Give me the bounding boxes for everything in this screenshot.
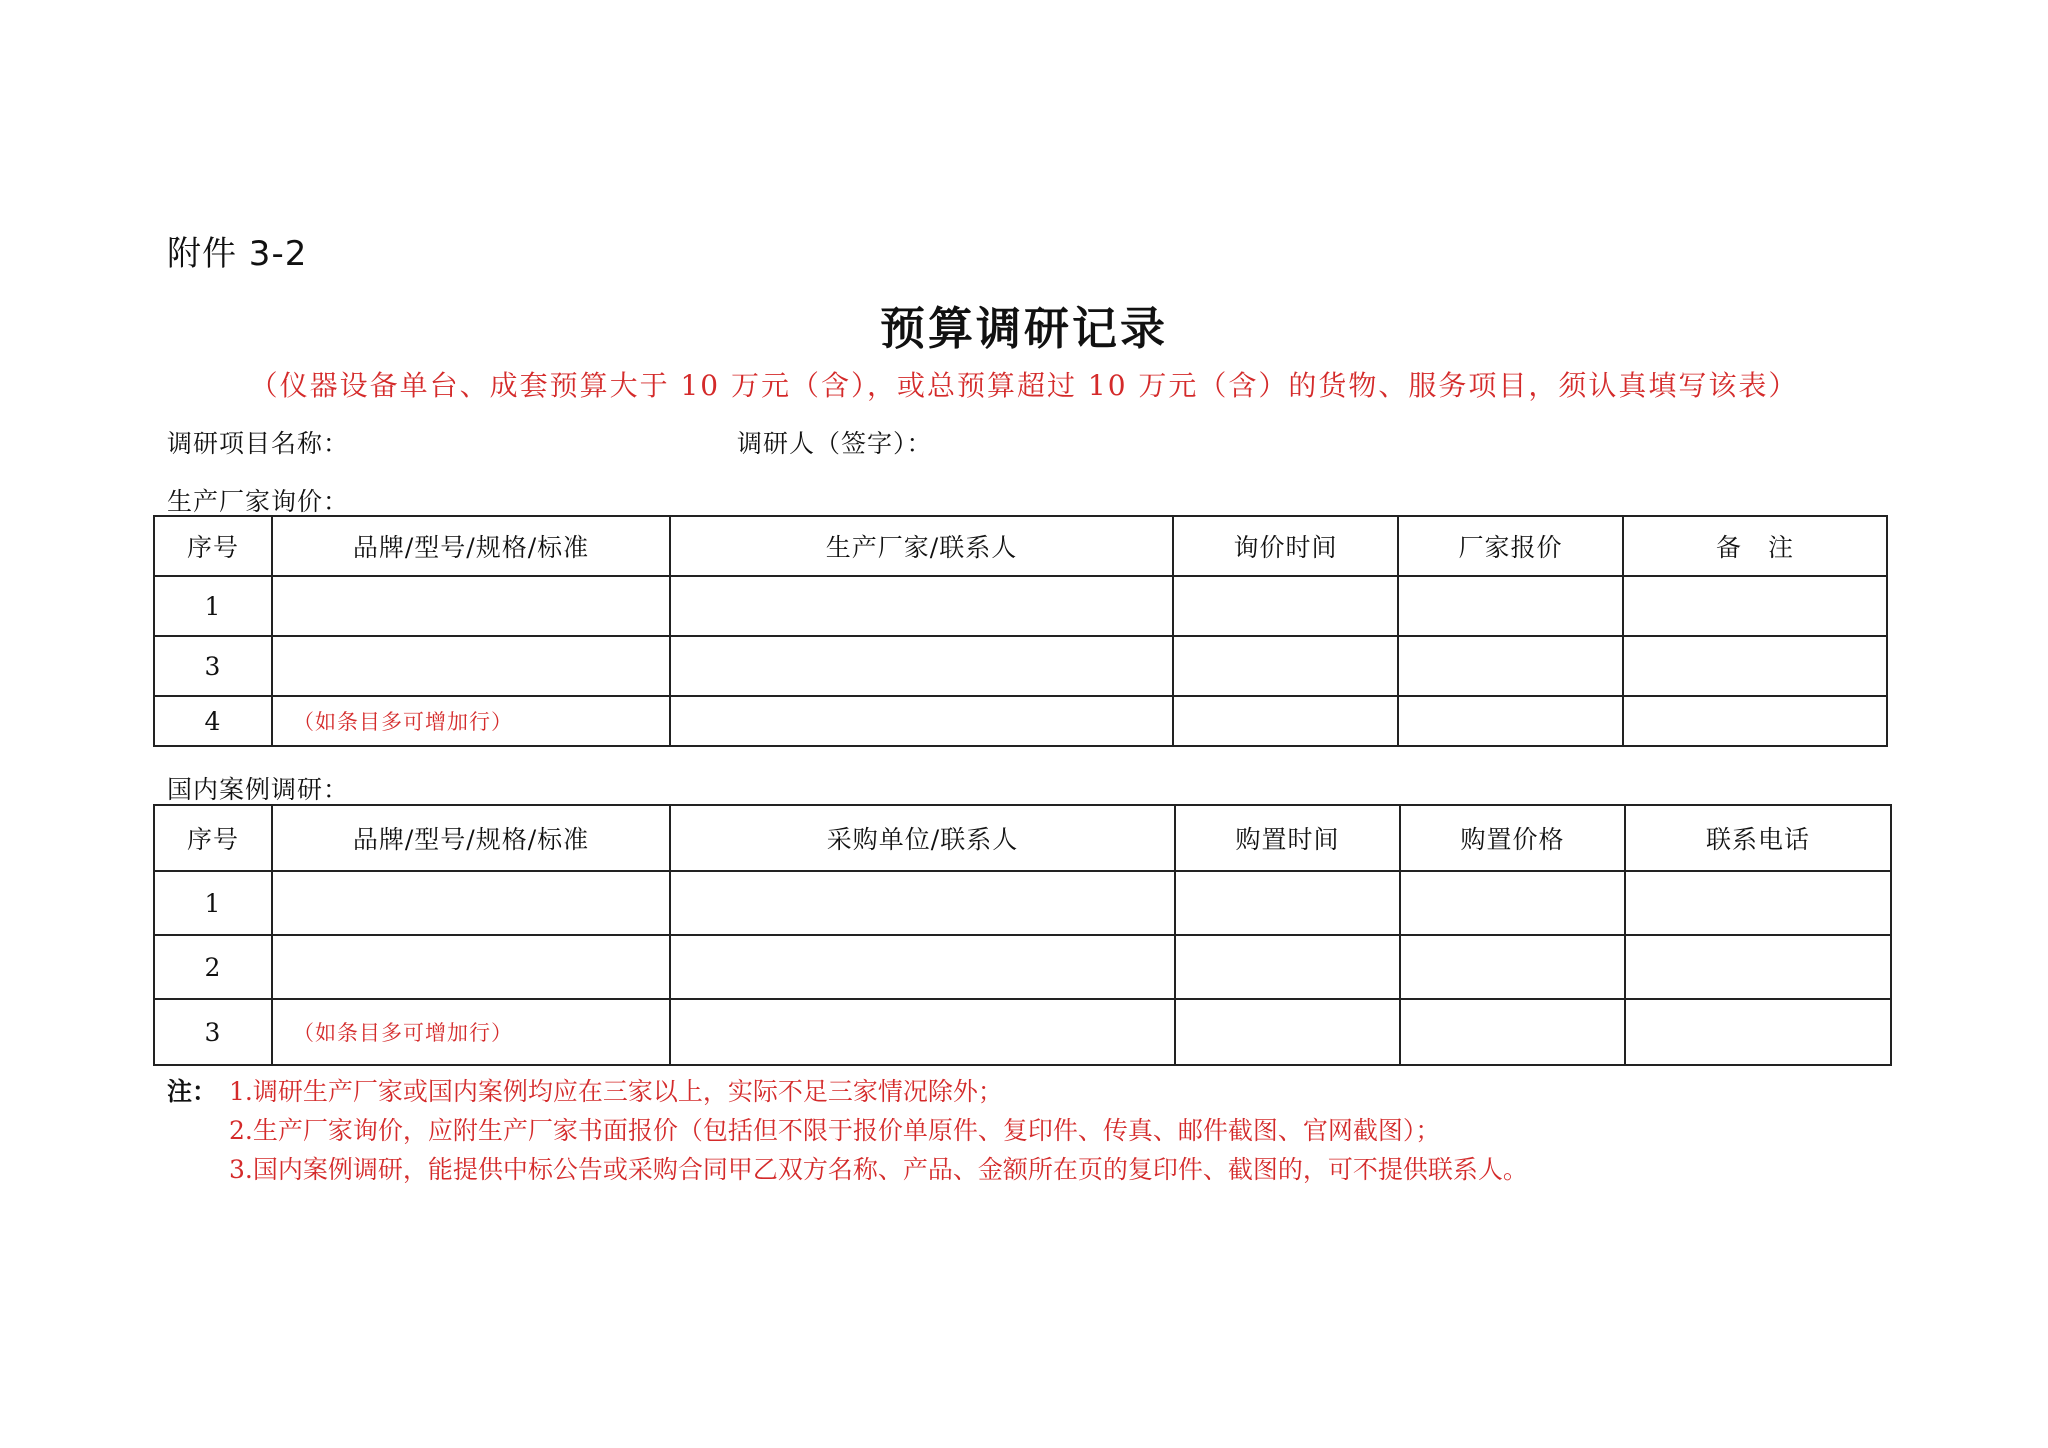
remark-cell[interactable] xyxy=(1623,636,1887,696)
attachment-number: 附件 3-2 xyxy=(167,234,308,274)
researcher-label: 调研人（签字）： xyxy=(737,429,933,458)
inquiry-time-cell[interactable] xyxy=(1173,696,1398,746)
manufacturer-contact-cell[interactable] xyxy=(670,696,1173,746)
brand-model-cell[interactable] xyxy=(272,935,670,999)
table-row xyxy=(154,696,1887,746)
inquiry-time-cell[interactable] xyxy=(1173,576,1398,636)
phone-cell[interactable] xyxy=(1625,999,1891,1065)
inquiry-time-cell[interactable] xyxy=(1173,636,1398,696)
phone-cell[interactable] xyxy=(1625,871,1891,935)
manufacturer-contact-cell[interactable] xyxy=(670,636,1173,696)
header-cell: 生产厂家/联系人 xyxy=(670,516,1173,576)
table-row xyxy=(154,636,1887,696)
row-number-cell: 3 xyxy=(154,636,272,696)
domestic-case-table xyxy=(153,804,1892,1066)
header-cell: 购置时间 xyxy=(1175,805,1400,871)
header-cell: 购置价格 xyxy=(1400,805,1625,871)
manufacturer-section-label: 生产厂家询价： xyxy=(167,487,350,516)
domestic-section-label: 国内案例调研： xyxy=(167,775,350,804)
purchaser-contact-cell[interactable] xyxy=(670,871,1175,935)
manufacturer-contact-cell[interactable] xyxy=(670,576,1173,636)
notes-label: 注： xyxy=(167,1077,218,1106)
row-number-cell: 1 xyxy=(154,576,272,636)
header-cell: 联系电话 xyxy=(1625,805,1891,871)
table-row xyxy=(154,935,1891,999)
note-line xyxy=(167,1150,1528,1189)
purchase-price-cell[interactable] xyxy=(1400,871,1625,935)
remark-cell[interactable] xyxy=(1623,576,1887,636)
table-header-row xyxy=(154,516,1887,576)
table-row xyxy=(154,576,1887,636)
row-number-cell: 3 xyxy=(154,999,272,1065)
phone-cell[interactable] xyxy=(1625,935,1891,999)
header-cell: 厂家报价 xyxy=(1398,516,1623,576)
purchaser-contact-cell[interactable] xyxy=(670,935,1175,999)
manufacturer-inquiry-table xyxy=(153,515,1888,747)
page-title: 预算调研记录 xyxy=(879,302,1168,355)
purchase-time-cell[interactable] xyxy=(1175,999,1400,1065)
note-item: 1.调研生产厂家或国内案例均应在三家以上，实际不足三家情况除外； xyxy=(229,1077,1003,1106)
row-number-cell: 4 xyxy=(154,696,272,746)
add-rows-hint[interactable]: （如条目多可增加行） xyxy=(272,696,670,746)
header-cell: 序号 xyxy=(154,516,272,576)
row-number-cell: 1 xyxy=(154,871,272,935)
table-header-row xyxy=(154,805,1891,871)
brand-model-cell[interactable] xyxy=(272,636,670,696)
page-subtitle: （仪器设备单台、成套预算大于 10 万元（含），或总预算超过 10 万元（含）的货物、服务项目，须认真填写该表） xyxy=(249,369,1799,402)
header-cell: 序号 xyxy=(154,805,272,871)
quote-cell[interactable] xyxy=(1398,576,1623,636)
header-cell: 询价时间 xyxy=(1173,516,1398,576)
purchase-price-cell[interactable] xyxy=(1400,999,1625,1065)
quote-cell[interactable] xyxy=(1398,636,1623,696)
note-item: 2.生产厂家询价，应附生产厂家书面报价（包括但不限于报价单原件、复印件、传真、邮件截图、官网截图）； xyxy=(229,1116,1441,1145)
note-line xyxy=(167,1111,1528,1150)
project-name-label: 调研项目名称： xyxy=(167,429,350,458)
table-row xyxy=(154,871,1891,935)
header-cell: 品牌/型号/规格/标准 xyxy=(272,516,670,576)
add-rows-hint[interactable]: （如条目多可增加行） xyxy=(272,999,670,1065)
remark-cell[interactable] xyxy=(1623,696,1887,746)
notes-block xyxy=(167,1072,1528,1189)
header-cell: 备 注 xyxy=(1623,516,1887,576)
purchaser-contact-cell[interactable] xyxy=(670,999,1175,1065)
note-item: 3.国内案例调研，能提供中标公告或采购合同甲乙双方名称、产品、金额所在页的复印件、截图的，可不提供联系人。 xyxy=(229,1155,1528,1184)
brand-model-cell[interactable] xyxy=(272,871,670,935)
purchase-price-cell[interactable] xyxy=(1400,935,1625,999)
purchase-time-cell[interactable] xyxy=(1175,871,1400,935)
purchase-time-cell[interactable] xyxy=(1175,935,1400,999)
header-cell: 采购单位/联系人 xyxy=(670,805,1175,871)
table-row xyxy=(154,999,1891,1065)
row-number-cell: 2 xyxy=(154,935,272,999)
header-cell: 品牌/型号/规格/标准 xyxy=(272,805,670,871)
note-line xyxy=(167,1072,1528,1111)
quote-cell[interactable] xyxy=(1398,696,1623,746)
brand-model-cell[interactable] xyxy=(272,576,670,636)
